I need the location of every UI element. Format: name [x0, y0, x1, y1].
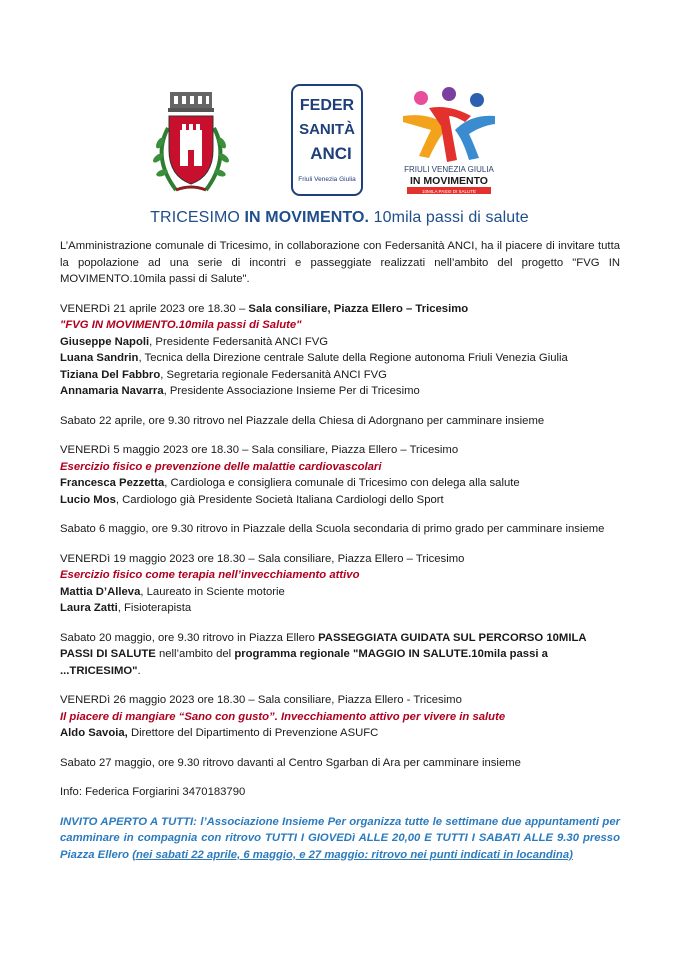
walk-4: Sabato 27 maggio, ore 9.30 ritrovo davanti al Centro Sgarban di Ara per camminare insieme — [60, 756, 521, 769]
event-1-subtitle: "FVG IN MOVIMENTO.10mila passi di Salute" — [60, 319, 302, 331]
logo-row — [0, 84, 679, 199]
walk-1: Sabato 22 aprile, ore 9.30 ritrovo nel Piazzale della Chiesa di Adorgnano per camminare insieme — [60, 414, 545, 427]
event-block-1 — [60, 301, 620, 400]
event-3-date: VENERDì 19 maggio 2023 ore 18.30 – Sala consiliare, Piazza Ellero – Tricesimo — [60, 552, 465, 565]
event-4-date: VENERDì 26 maggio 2023 ore 18.30 – Sala consiliare, Piazza Ellero - Tricesimo — [60, 694, 462, 706]
event-1-date: VENERDì 21 aprile 2023 ore 18.30 – Sala consiliare, Piazza Ellero – Tricesimo — [60, 302, 469, 315]
event-block-4 — [60, 692, 620, 742]
federsanita-line-4: Friuli Venezia Giulia — [298, 176, 356, 183]
event-1-speaker: Luana Sandrin, Tecnica della Direzione centrale Salute della Regione autonoma Friuli Venezia Giulia — [60, 352, 568, 364]
event-4-subtitle: Il piacere di mangiare “Sano con gusto”. Invecchiamento attivo per vivere in salute — [60, 710, 506, 723]
info-contact: Info: Federica Forgiarini 3470183790 — [60, 786, 246, 798]
title-part-3: 10mila passi di salute — [369, 209, 529, 226]
federsanita-line-3: ANCI — [310, 144, 352, 163]
walk-2: Sabato 6 maggio, ore 9.30 ritrovo in Piazzale della Scuola secondaria di primo grado per camminare insieme — [60, 523, 605, 535]
event-block-3 — [60, 551, 620, 617]
event-2-speaker: Lucio Mos, Cardiologo già Presidente Società Italiana Cardiologi dello Sport — [60, 493, 444, 506]
event-block-2 — [60, 442, 620, 508]
fvg-line-3: 10MILA PASSI DI SALUTE — [422, 189, 476, 194]
event-1-speaker: Tiziana Del Fabbro, Segretaria regionale Federsanità ANCI FVG — [60, 368, 387, 381]
event-3-subtitle: Esercizio fisico come terapia nell’invecchiamento attivo — [60, 569, 360, 581]
page-title — [0, 209, 679, 227]
invite-dates-note: (nei sabati 22 aprile, 6 maggio, e 27 maggio: ritrovo nei punti indicati in locandina) — [132, 848, 573, 861]
event-1-speaker: Annamaria Navarra, Presidente Associazione Insieme Per di Tricesimo — [60, 385, 420, 397]
event-2-subtitle: Esercizio fisico e prevenzione delle malattie cardiovascolari — [60, 460, 382, 473]
event-3-speaker: Laura Zatti, Fisioterapista — [60, 602, 192, 614]
federsanita-line-1: FEDER — [299, 97, 355, 114]
federsanita-anci-logo — [291, 84, 363, 196]
event-3-speaker: Mattia D’Alleva, Laureato in Sciente motorie — [60, 585, 285, 598]
event-1-speaker: Giuseppe Napoli, Presidente Federsanità ANCI FVG — [60, 335, 329, 348]
document-body — [60, 238, 620, 863]
fvg-line-1: FRIULI VENEZIA GIULIA — [404, 165, 494, 174]
title-part-1: TRICESIMO — [150, 209, 245, 226]
walk-3: Sabato 20 maggio, ore 9.30 ritrovo in Piazza Ellero PASSEGGIATA GUIDATA SUL PERCORSO 10MILA PASSI DI SALUTE nell’ambito del programma regionale "MAGGIO IN SALUTE.10mila passi a ...TRICESIMO". — [60, 631, 587, 677]
invite-paragraph: INVITO APERTO A TUTTI: l’Associazione Insieme Per organizza tutte le settimane due appuntamenti per camminare in compagnia con ritrovo TUTTI I GIOVEDì ALLE 20,00 E TUTTI I SABATI ALLE 9.30 presso Piazza Ellero (nei sabati 22 aprile, 6 maggio, e 27 maggio: ritrovo nei punti indicati in locandina) — [60, 815, 620, 861]
intro-paragraph: L’Amministrazione comunale di Tricesimo, in collaborazione con Federsanità ANCI, ha il piacere di invitare tutta la popolazione ad una serie di incontri e passeggiate realizzati nell’ambito del progetto "FVG IN MOVIMENTO.10mila passi di Salute". — [60, 240, 620, 285]
fvg-in-movimento-logo — [399, 86, 499, 198]
event-2-date: VENERDì 5 maggio 2023 ore 18.30 – Sala consiliare, Piazza Ellero – Tricesimo — [60, 444, 459, 456]
event-4-speaker: Aldo Savoia, Direttore del Dipartimento di Prevenzione ASUFC — [60, 727, 379, 739]
fvg-line-2: IN MOVIMENTO — [410, 175, 488, 187]
event-2-speaker: Francesca Pezzetta, Cardiologa e consigliera comunale di Tricesimo con delega alla salute — [60, 477, 520, 489]
federsanita-line-2: SANITÀ — [299, 121, 355, 138]
tricesimo-crest-logo — [146, 88, 236, 198]
title-part-2: IN MOVIMENTO. — [244, 209, 370, 226]
